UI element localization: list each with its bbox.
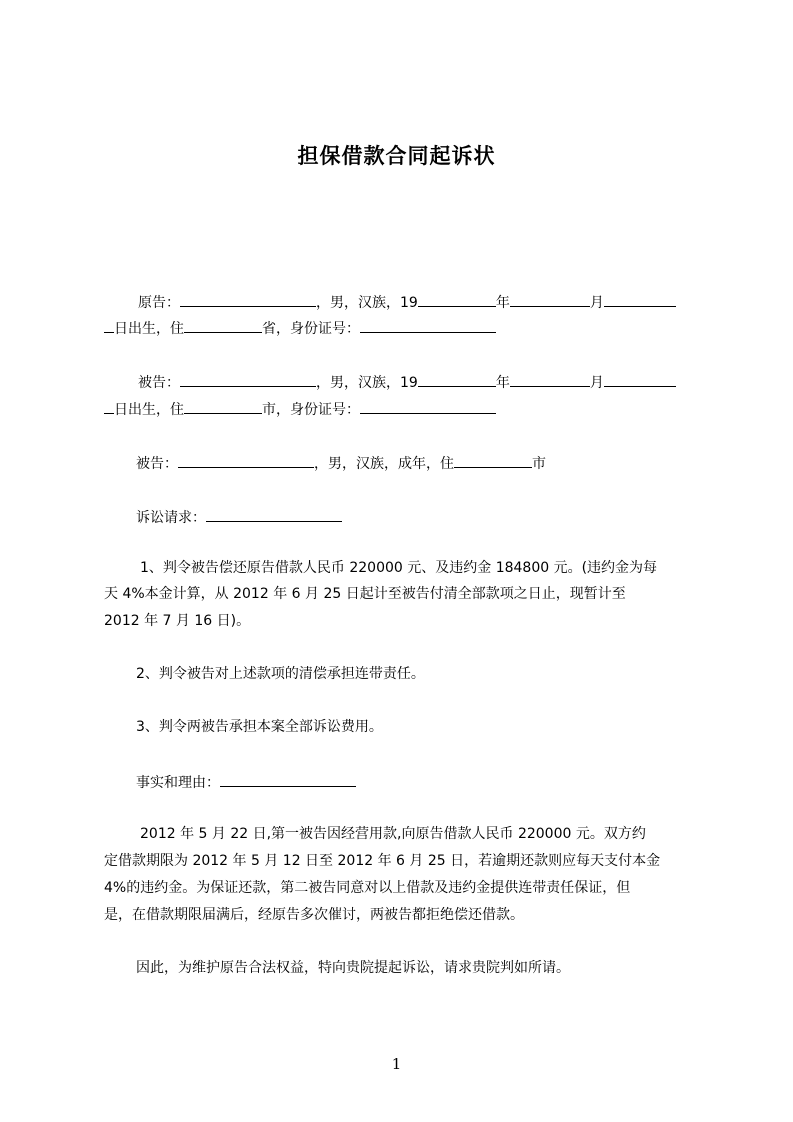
defendant1-city-blank <box>184 399 262 414</box>
defendant2-label: 被告： <box>136 456 178 472</box>
defendant1-id-blank <box>360 399 496 414</box>
defendant1-day-blank-cont <box>104 399 114 414</box>
defendant2-name-blank <box>178 453 314 468</box>
facts-line-4: 是，在借款期限届满后，经原告多次催讨，两被告都拒绝偿还借款。 <box>104 907 524 923</box>
defendant1-month-label: 月 <box>589 375 604 391</box>
defendant2-line <box>136 453 706 473</box>
claim-1-line-3: 2012 年 7 月 16 日)。 <box>104 613 251 629</box>
plaintiff-month-blank <box>510 292 590 307</box>
document-title: 担保借款合同起诉状 <box>297 144 496 168</box>
claim-1-line-2: 天 4%本金计算，从 2012 年 6 月 25 日起计至被告付清全部款项之日止，现暂计至 <box>104 586 626 602</box>
defendant2-city-label: 市 <box>532 456 546 472</box>
defendant2-city-blank <box>454 453 532 468</box>
facts-line-1: 2012 年 5 月 22 日,第一被告因经营用款,向原告借款人民币 220000 元。双方约 <box>140 826 646 842</box>
defendant1-year-label: 年 <box>495 375 510 391</box>
defendant1-year-blank <box>418 372 496 387</box>
plaintiff-year-label: 年 <box>495 295 510 311</box>
plaintiff-month-label: 月 <box>589 295 604 311</box>
plaintiff-day-blank <box>604 292 676 307</box>
defendant1-id-label: 市，身份证号： <box>262 402 360 418</box>
facts-label: 事实和理由： <box>136 775 220 791</box>
plaintiff-id-label: 省，身份证号： <box>262 321 360 337</box>
facts-line-2: 定借款期限为 2012 年 5 月 12 日至 2012 年 6 月 25 日，若逾期还款则应每天支付本金 <box>104 853 661 869</box>
facts-heading <box>136 772 706 792</box>
facts-blank <box>220 772 356 787</box>
claims-label: 诉讼请求： <box>136 510 206 526</box>
claim-2: 2、判令被告对上述款项的清偿承担连带责任。 <box>136 666 425 682</box>
conclusion: 因此，为维护原告合法权益，特向贵院提起诉讼，请求贵院判如所请。 <box>136 960 570 976</box>
plaintiff-info: ，男，汉族，19 <box>316 295 418 311</box>
claims-heading <box>136 507 706 527</box>
plaintiff-label: 原告： <box>138 295 180 311</box>
defendant1-info: ，男，汉族，19 <box>316 375 418 391</box>
claims-blank <box>206 507 342 522</box>
defendant2-info: ，男，汉族，成年，住 <box>314 456 454 472</box>
claim-3: 3、判令两被告承担本案全部诉讼费用。 <box>136 719 383 735</box>
plaintiff-line-1 <box>104 292 704 312</box>
plaintiff-year-blank <box>418 292 496 307</box>
plaintiff-day-blank-cont <box>104 318 114 333</box>
plaintiff-line-2 <box>104 318 704 338</box>
defendant1-line-1 <box>104 372 704 392</box>
defendant1-name-blank <box>180 372 316 387</box>
page-number: 1 <box>391 1055 402 1073</box>
plaintiff-birth-text: 日出生，住 <box>114 321 184 337</box>
defendant1-day-blank <box>604 372 676 387</box>
defendant1-month-blank <box>510 372 590 387</box>
claim-1-line-1: 1、判令被告偿还原告借款人民币 220000 元、及违约金 184800 元。(违约金为每 <box>140 560 658 576</box>
defendant1-line-2 <box>104 399 704 419</box>
facts-line-3: 4%的违约金。为保证还款，第二被告同意对以上借款及违约金提供连带责任保证，但 <box>104 880 631 896</box>
plaintiff-id-blank <box>360 318 496 333</box>
defendant1-label: 被告： <box>138 375 180 391</box>
plaintiff-name-blank <box>180 292 316 307</box>
plaintiff-province-blank <box>184 318 262 333</box>
defendant1-birth-text: 日出生，住 <box>114 402 184 418</box>
